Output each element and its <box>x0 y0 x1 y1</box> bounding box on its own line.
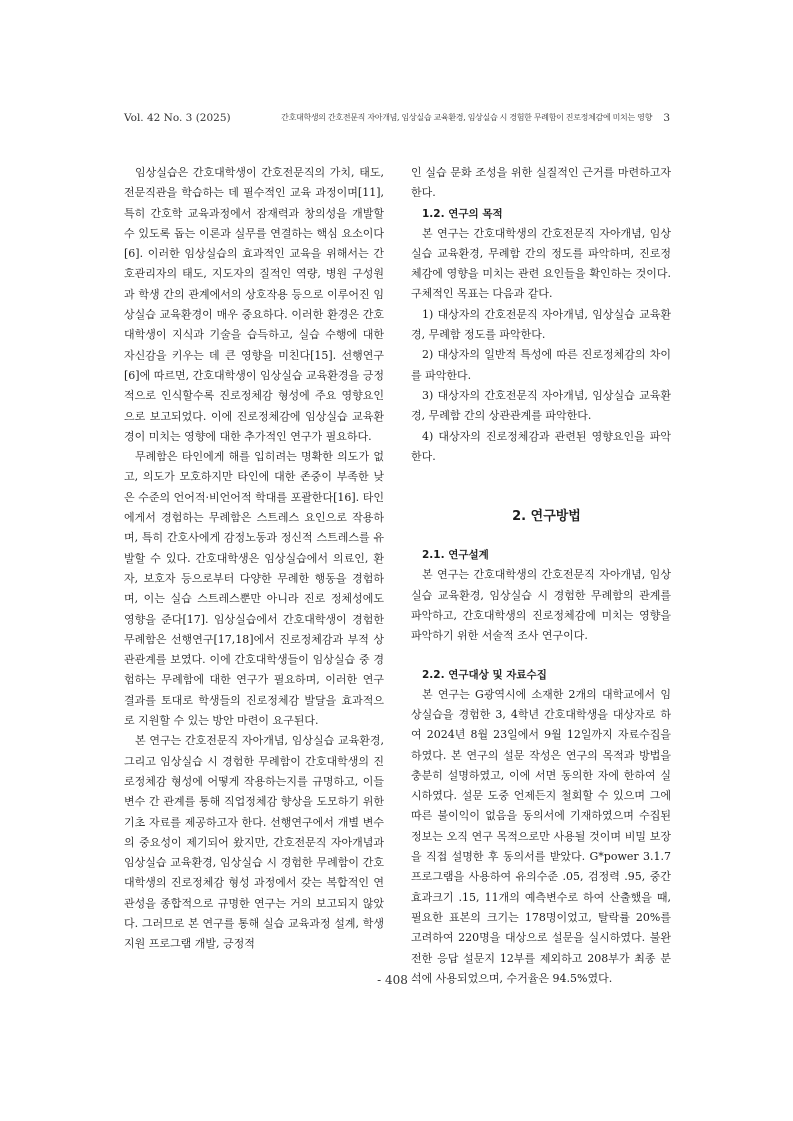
purpose-item-4: 4) 대상자의 진로정체감과 관련된 영향요인을 파악한다. <box>411 429 671 463</box>
purpose-paragraph: 본 연구는 간호대학생의 간호전문직 자아개념, 임상실습 교육환경, 무례함 간의 정도를 파악하며, 진로정체감에 영향을 미치는 관련 요인들을 확인하는 것이다. 구체적인 목표는 다음과 같다. <box>411 226 671 301</box>
intro-paragraph-1: 임상실습은 간호대학생이 간호전문직의 가치, 태도, 전문직관을 학습하는 데 필수적인 교육 과정이며[11], 특히 간호학 교육과정에서 잠재력과 창의성을 개발할 수 있도록 돕는 이론과 실무를 연결하는 핵심 요소이다[6]. 이러한 임상실습의 효과적인 교육을 위해서는 간호관리자의 태도, 지도자의 질적인 역량, 병원 구성원과 학생 간의 관계에서의 상호작용 등으로 이루어진 임상실습 교육환경이 매우 중요하다. 이러한 환경은 간호대학생이 지식과 기술을 습득하고, 실습 수행에 대한 자신감을 키우는 데 큰 영향을 미친다[15]. 선행연구[6]에 따르면, 간호대학생이 임상실습 교육환경을 긍정적으로 인식할수록 진로정체감 형성에 주요 영향요인으로 보고되었다. 이에 진로정체감에 임상실습 교육환경이 미치는 영향에 대한 추가적인 연구가 필요하다. <box>124 166 384 443</box>
section-2-heading: 2. 연구방법 <box>512 509 581 525</box>
sample-paragraph: 본 연구는 G광역시에 소재한 2개의 대학교에서 임상실습을 경험한 3, 4학년 간호대학생을 대상자로 하여 2024년 8월 23일에서 9월 12일까지 자료수집을 하였다. 본 연구의 설문 작성은 연구의 목적과 방법을 충분히 설명하였고, 이에 서면 동의한 자에 한하여 실시하였다. 설문 도중 언제든지 철회할 수 있으며 그에 따른 불이익이 없음을 동의서에 기재하였으며 수집된 정보는 오직 연구 목적으로만 사용될 것이며 비밀 보장을 직접 설명한 후 동의서를 받았다. G*power 3.1.7 프로그램을 사용하여 유의수준 .05, 검정력 .95, 중간효과크기 .15, 11개의 예측변수로 하여 산출했을 때, 필요한 표본의 크기는 178명이었고, 탈락률 20%를 고려하여 220명을 대상으로 설문을 실시하였다. 불완전한 응답 설문지 12부를 제외하고 208부가 최종 분석에 사용되었으며, 수거율은 94.5%였다. <box>411 687 671 985</box>
intro-continuation: 인 실습 문화 조성을 위한 실질적인 근거를 마련하고자 한다. <box>411 166 671 200</box>
design-paragraph: 본 연구는 간호대학생의 간호전문직 자아개념, 임상실습 교육환경, 임상실습 시 경험한 무례함의 관계를 파악하고, 간호대학생의 진로정체감에 미치는 영향을 파악하기 위한 서술적 조사 연구이다. <box>411 568 671 643</box>
running-title: 간호대학생의 간호전문직 자아개념, 임상실습 교육환경, 임상실습 시 경험한 무례함이 진로정체감에 미치는 영향 <box>281 113 652 122</box>
purpose-item-1: 1) 대상자의 간호전문직 자아개념, 임상실습 교육환경, 무례함 정도를 파악한다. <box>411 307 671 342</box>
heading-2-1-design: 2.1. 연구설계 <box>422 549 489 562</box>
page-footer-number: - 408 - <box>377 973 416 987</box>
journal-volume: Vol. 42 No. 3 (2025) <box>124 112 231 124</box>
intro-paragraph-3: 본 연구는 간호전문직 자아개념, 임상실습 교육환경, 그리고 임상실습 시 경험한 무례함이 간호대학생의 진로정체감 형성에 어떻게 작용하는지를 규명하고, 이들 변수 간 관계를 통해 직업정체감 향상을 도모하기 위한 기초 자료를 제공하고자 한다. 선행연구에서 개별 변수의 중요성이 제기되어 왔지만, 간호전문직 자아개념과 임상실습 교육환경, 임상실습 시 경험한 무례함이 간호대학생의 진로정체감 형성 과정에서 갖는 복합적인 연관성을 종합적으로 규명한 연구는 거의 보고되지 않았다. 그러므로 본 연구를 통해 실습 교육과정 설계, 학생 지원 프로그램 개발, 긍정적 <box>124 734 384 951</box>
left-column <box>124 163 384 955</box>
right-column <box>411 163 671 989</box>
intro-paragraph-2: 무례함은 타인에게 해를 입히려는 명확한 의도가 없고, 의도가 모호하지만 타인에 대한 존중이 부족한 낮은 수준의 언어적·비언어적 학대를 포괄한다[16]. 타인에게서 경험하는 무례함은 스트레스 요인으로 작용하며, 특히 간호사에게 감정노동과 정신적 스트레스를 유발할 수 있다. 간호대학생은 임상실습에서 의료인, 환자, 보호자 등으로부터 다양한 무례한 행동을 경험하며, 이는 실습 스트레스뿐만 아니라 진로 정체성에도 영향을 준다[17]. 임상실습에서 간호대학생이 경험한 무례함은 선행연구[17,18]에서 진로정체감과 부적 상관관계를 보였다. 이에 간호대학생들이 임상실습 중 경험하는 무례함에 대한 연구가 필요하며, 이러한 연구 결과를 토대로 학생들의 진로정체감 발달을 효과적으로 지원할 수 있는 방안 마련이 요구된다. <box>124 450 384 728</box>
header-page-number: 3 <box>663 112 670 124</box>
heading-2-2-sample: 2.2. 연구대상 및 자료수집 <box>422 668 547 681</box>
purpose-item-3: 3) 대상자의 간호전문직 자아개념, 임상실습 교육환경, 무례함 간의 상관관계를 파악한다. <box>411 388 671 423</box>
heading-1-2-purpose: 1.2. 연구의 목적 <box>422 207 503 220</box>
purpose-item-2: 2) 대상자의 일반적 특성에 따른 진로정체감의 차이를 파악한다. <box>411 348 671 382</box>
